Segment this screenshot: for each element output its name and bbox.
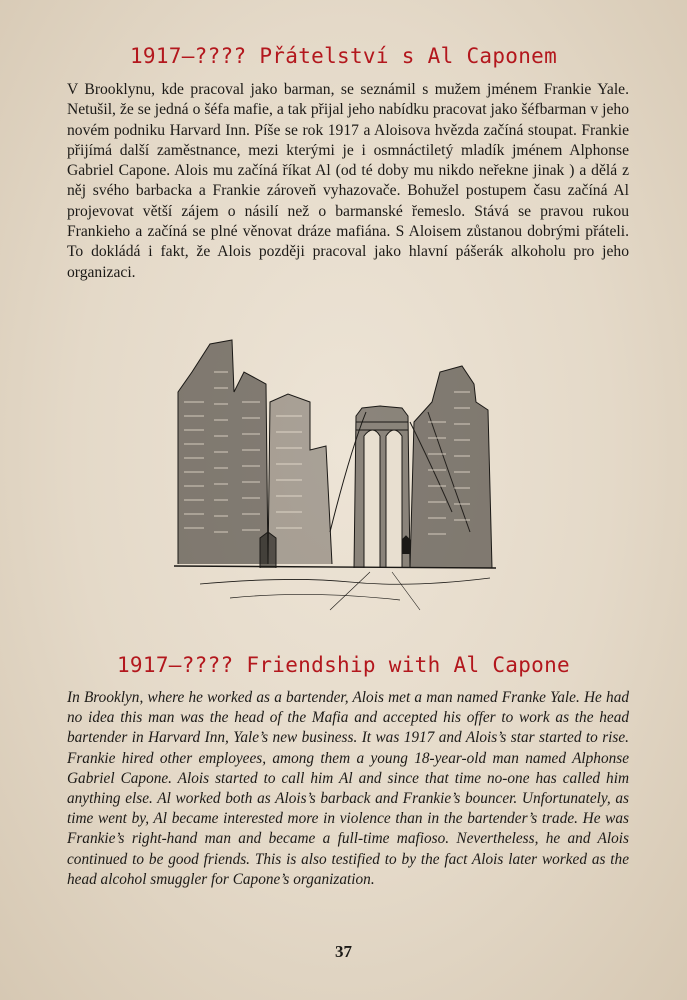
czech-section-body: V Brooklynu, kde pracoval jako barman, se seznámil s mužem jménem Frankie Yale. Netušil, že se jedná o šéfa mafie, a tak přijal jeho nabídku pracovat jako šéfbarman v jeho novém podniku Harvard Inn. Píše se rok 1917 a Aloisova hvězda začíná stoupat. Frankie přijímá další zaměstnance, mezi kterými je i osmnáctiletý mladík jménem Alphonse Gabriel Capone. Alois mu začíná říkat Al (od té doby mu nikdo neřekne jinak ) a dělá z něj svého barbacka a Frankie zároveň vyhazovače. Bohužel postupem času začíná Al projevovat větší zájem o násilí než o barmanské řemeslo. Stává se pravou rukou Frankieho a začíná se plné věnovat dráze mafiána. S Aloisem zůstanou dobrými přáteli. To dokládá i fakt, že Alois později pracoval jako hlavní pášerák alkoholu pro jeho organizaci. xyxy=(67,81,629,281)
english-section-title: 1917–???? Friendship with Al Capone xyxy=(116,653,570,677)
page-number: 37 xyxy=(335,942,352,961)
english-section-body: In Brooklyn, where he worked as a bartender, Alois met a man named Franke Yale. He had no idea this man was the head of the Mafia and accepted his offer to work as the head bartender in Harvard Inn, Yale’s new business. It was 1917 and Alois’s star started to rise. Frankie hired other employees, among them a young 18-year-old man named Alphonse Gabriel Capone. Alois started to call him Al and since that time no-one has called him anything else. Al worked both as Alois’s barback and Frankie’s bouncer. Unfortunately, as time went by, Al became interested more in violence than in the bartender’s trade. He was Frankie’s right-hand man and became a full-time mafioso. Nevertheless, he and Alois continued to be good friends. This is also testified to by the fact Alois later worked as the head alcohol smuggler for Capone’s organization. xyxy=(67,689,629,888)
brooklyn-street-bridge-sketch-icon xyxy=(170,332,500,612)
czech-section-title: 1917–???? Přátelství s Al Caponem xyxy=(129,44,558,68)
